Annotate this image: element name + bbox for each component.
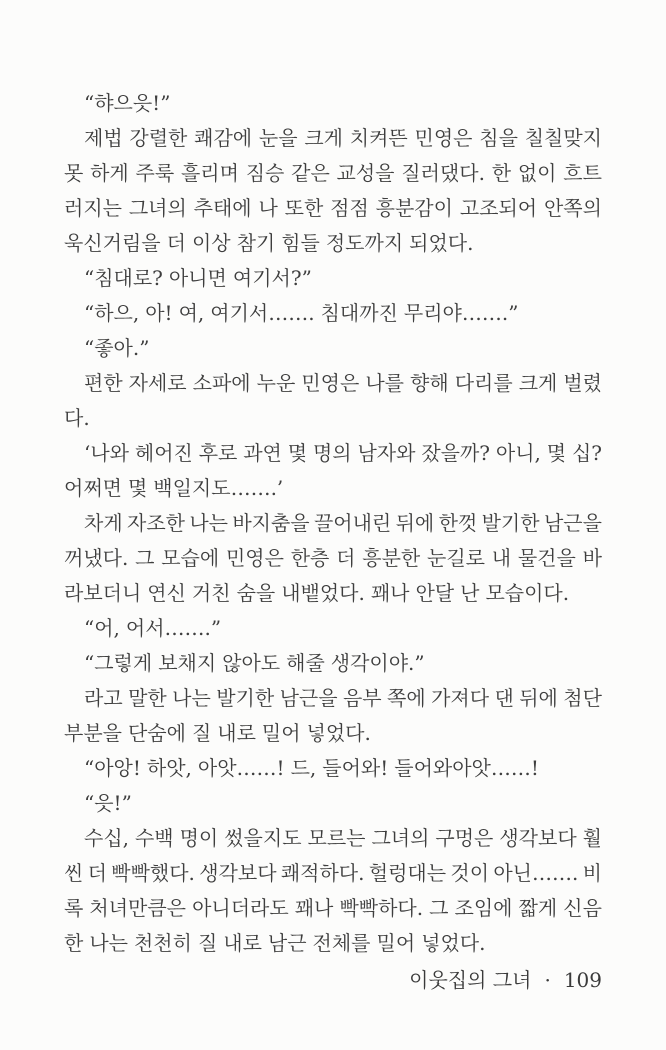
word: 민영은	[225, 546, 284, 570]
word: 쾌감에	[194, 126, 253, 150]
word: 모습에	[161, 546, 220, 570]
word: 밀어	[376, 931, 416, 955]
word: 짐승	[245, 161, 285, 185]
word: 같은	[291, 161, 330, 185]
word: 누운	[256, 371, 296, 395]
word: 여,	[178, 301, 205, 325]
text-line	[64, 891, 602, 926]
word: 헐렁대는	[368, 861, 447, 885]
word: 넣었다.	[306, 721, 371, 745]
word: 흘리며	[180, 161, 239, 185]
word: 크게	[518, 371, 558, 395]
word: 다리를	[454, 371, 513, 395]
word: 백일지도…….’	[153, 476, 284, 500]
text-line	[64, 751, 602, 786]
word: 수십,	[84, 826, 129, 850]
word: 씬	[64, 861, 84, 885]
word: 흐트	[563, 161, 602, 185]
word: 되었다.	[409, 231, 474, 255]
word: 민영은	[414, 126, 473, 150]
word: 못	[64, 161, 84, 185]
word: 넣었다.	[421, 931, 486, 955]
word: 고조되어	[459, 196, 538, 220]
word: 나	[258, 196, 278, 220]
word: 음부	[342, 686, 382, 710]
word: 숨을	[236, 581, 276, 605]
word: 질	[191, 721, 212, 745]
word: 침대까진	[320, 301, 398, 325]
word: “읏!”	[84, 791, 132, 815]
word: 난	[460, 581, 480, 605]
word: 연신	[147, 581, 186, 605]
word: 그	[429, 896, 449, 920]
word: 눈을	[258, 126, 298, 150]
word: 차게	[84, 511, 123, 535]
text-line	[64, 681, 602, 716]
word: ‘나와	[84, 441, 129, 465]
page-footer	[409, 964, 602, 993]
word: 바지춤을	[232, 511, 310, 535]
word: 치켜뜬	[349, 126, 408, 150]
word: 자조한	[127, 511, 185, 535]
text-line	[64, 926, 602, 961]
word: 주룩	[135, 161, 175, 185]
footer-separator-dot: ·	[544, 968, 551, 992]
word: 발기한	[216, 686, 275, 710]
text-line	[64, 331, 602, 366]
word: 거친	[191, 581, 231, 605]
word: 참기	[236, 231, 276, 255]
word: 더	[87, 861, 107, 885]
text-line	[64, 716, 602, 751]
word: 단숨에	[127, 721, 186, 745]
word: 내로	[223, 931, 262, 955]
word: 내뱉었다.	[281, 581, 365, 605]
word: 여기서?”	[232, 266, 312, 290]
text-line	[64, 436, 602, 471]
word: 들어와!	[322, 756, 389, 780]
word: 빡빡했다.	[111, 861, 195, 885]
word: 여기서…….	[210, 301, 315, 325]
word: 전체를	[312, 931, 371, 955]
word: 한껏	[438, 511, 478, 535]
word: 꽤나	[294, 896, 334, 920]
word: 잤을까?	[421, 441, 490, 465]
word: 크게	[304, 126, 343, 150]
word: 천천히	[133, 931, 192, 955]
footer-book-title: 이웃집의 그녀	[409, 968, 532, 992]
word: 민영은	[301, 371, 360, 395]
text-line	[64, 856, 602, 891]
word: 안달	[415, 581, 455, 605]
word: 몇	[287, 441, 308, 465]
word: 소파에	[192, 371, 251, 395]
word: 아니,	[495, 441, 541, 465]
word: 한	[64, 931, 84, 955]
word: 향해	[410, 371, 449, 395]
word: 생각보다	[199, 861, 277, 885]
text-line	[64, 541, 602, 576]
word: 꺼냈다.	[64, 546, 129, 570]
text-line	[64, 191, 602, 226]
word: 몇	[127, 476, 148, 500]
word: 물건을	[517, 546, 576, 570]
word: “햐으읏!”	[84, 91, 171, 115]
word: 쾌적하다.	[280, 861, 365, 885]
text-line	[64, 121, 602, 156]
text-line	[64, 611, 602, 646]
word: 자세로	[128, 371, 187, 395]
word: 남자와	[357, 441, 416, 465]
word: 흥분한	[362, 546, 421, 570]
word: 조임에	[454, 896, 513, 920]
word: 라고	[84, 686, 123, 710]
text-line	[64, 261, 602, 296]
word: “아앙!	[84, 756, 141, 780]
word: 점점	[330, 196, 369, 220]
word: 교성을	[336, 161, 395, 185]
text-line	[64, 471, 602, 506]
word: 이상	[191, 231, 231, 255]
word: 한층	[290, 546, 330, 570]
text-line	[64, 226, 602, 261]
word: 훨	[582, 826, 602, 850]
word: 하게	[90, 161, 129, 185]
word: 내	[491, 546, 512, 570]
text-line	[64, 786, 602, 821]
word: 남근을	[543, 511, 602, 535]
word: 질	[197, 931, 218, 955]
word: 어쩌면	[64, 476, 122, 500]
word: 쪽에	[387, 686, 426, 710]
word: 드,	[290, 756, 317, 780]
word: 남근	[267, 931, 307, 955]
word: 과연	[243, 441, 282, 465]
word: 그	[135, 546, 155, 570]
word: 나는	[172, 686, 211, 710]
word: “그렇게	[84, 651, 153, 675]
text-line	[64, 576, 602, 611]
word: 나를	[365, 371, 404, 395]
word: 질러댔다.	[401, 161, 485, 185]
word: 썼을지도	[224, 826, 302, 850]
word: 나는	[189, 511, 228, 535]
word: 신음	[563, 896, 602, 920]
word: 구멍은	[435, 826, 494, 850]
word: “어,	[84, 616, 120, 640]
word: 바	[582, 546, 602, 570]
word: 추태에	[193, 196, 252, 220]
word: 몇	[546, 441, 567, 465]
word: 욱신거림을	[64, 231, 161, 255]
word: 한	[491, 161, 512, 185]
word: 하앗,	[146, 756, 192, 780]
word: 록	[64, 896, 84, 920]
word: 후로	[198, 441, 238, 465]
word: 더	[336, 546, 356, 570]
word: 발기한	[481, 511, 540, 535]
word: 정도까지	[325, 231, 404, 255]
text-line	[64, 646, 602, 681]
word: 무리야…….”	[403, 301, 519, 325]
word: 밀어	[261, 721, 301, 745]
word: 그녀의	[128, 196, 187, 220]
word: 없이	[517, 161, 557, 185]
word: 침을	[479, 126, 518, 150]
word: 뒤에	[519, 686, 558, 710]
word: 내로	[217, 721, 256, 745]
word: 명이	[179, 826, 219, 850]
word: 비	[582, 861, 602, 885]
word: 처녀만큼은	[89, 896, 186, 920]
word: 빡빡하다.	[339, 896, 424, 920]
word: “좋아.”	[84, 336, 150, 360]
word: 생각이야.”	[330, 651, 425, 675]
word: 모습이다.	[485, 581, 570, 605]
word: 힘들	[281, 231, 320, 255]
footer-page-number: 109	[563, 968, 602, 992]
word: 끌어내린	[313, 511, 392, 535]
word: 첨단	[563, 686, 602, 710]
word: 가져다	[431, 686, 490, 710]
word: 모르는	[307, 826, 366, 850]
word: 안쪽의	[543, 196, 602, 220]
word: 명의	[312, 441, 352, 465]
word: 아니면	[168, 266, 227, 290]
word: 또한	[284, 196, 324, 220]
word: 벌렸	[563, 371, 602, 395]
word: 수백	[134, 826, 174, 850]
word: 그녀의	[371, 826, 430, 850]
text-line	[64, 156, 602, 191]
word: 헤어진	[134, 441, 193, 465]
word: “하으,	[84, 301, 140, 325]
word: 러지는	[64, 196, 122, 220]
word: 아닌…….	[493, 861, 579, 885]
word: 강렬한	[129, 126, 188, 150]
text-line	[64, 86, 602, 121]
word: 댄	[494, 686, 514, 710]
word: 나는	[89, 931, 128, 955]
text-line	[64, 366, 602, 401]
word: 눈길로	[427, 546, 485, 570]
word: 보채지	[158, 651, 217, 675]
word: 생각보다	[499, 826, 577, 850]
word: “침대로?	[84, 266, 163, 290]
word: 것이	[450, 861, 490, 885]
word: 들어와아앗……!	[394, 756, 539, 780]
word: 않아도	[222, 651, 281, 675]
word: 남근을	[279, 686, 338, 710]
body-text	[64, 86, 602, 961]
text-line	[64, 401, 602, 436]
word: 흥분감이	[375, 196, 453, 220]
word: 더	[166, 231, 186, 255]
word: 제법	[84, 126, 123, 150]
word: 십?	[571, 441, 602, 465]
word: 라보더니	[64, 581, 142, 605]
word: 칠칠맞지	[524, 126, 602, 150]
word: 꽤나	[370, 581, 410, 605]
word: 아니더라도	[192, 896, 289, 920]
word: 짧게	[518, 896, 558, 920]
word: 아앗……!	[197, 756, 285, 780]
word: 부분을	[64, 721, 122, 745]
word: 해줄	[286, 651, 325, 675]
text-line	[64, 506, 602, 541]
word: 뒤에	[395, 511, 435, 535]
text-line	[64, 821, 602, 856]
word: 편한	[84, 371, 123, 395]
text-line	[64, 296, 602, 331]
word: 말한	[128, 686, 167, 710]
word: 어서…….”	[125, 616, 222, 640]
word: 아!	[145, 301, 173, 325]
word: 다.	[64, 406, 90, 430]
